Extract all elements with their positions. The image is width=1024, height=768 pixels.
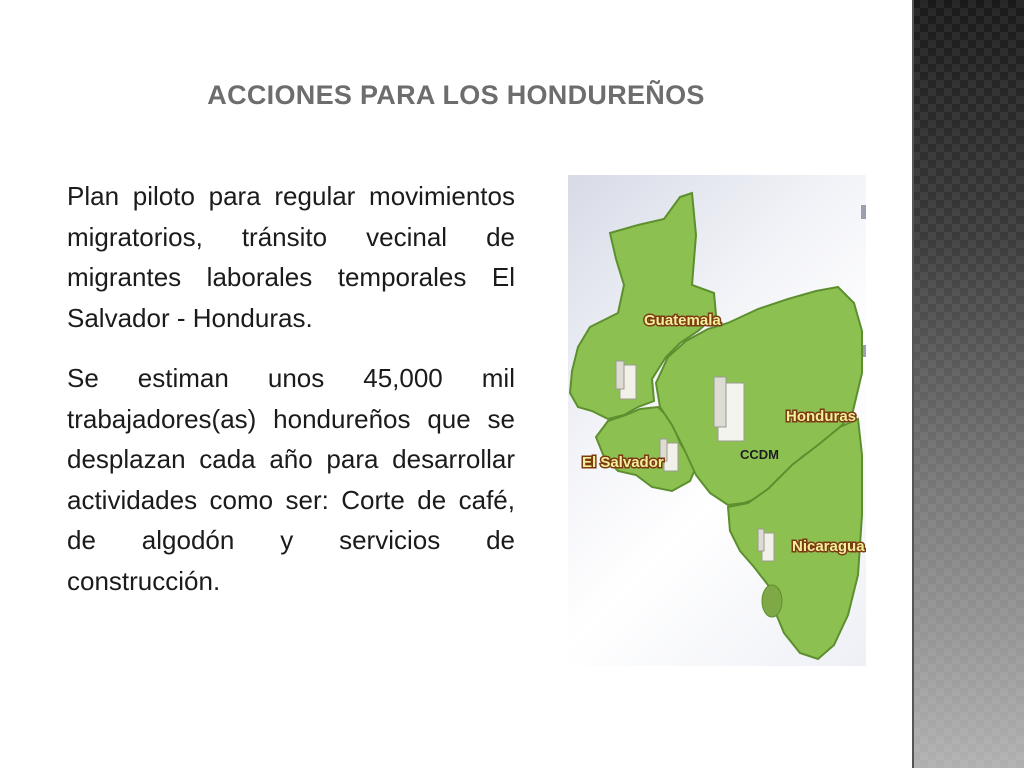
label-el-salvador: El Salvador [582, 454, 664, 471]
label-honduras: Honduras [786, 408, 857, 425]
label-ccdm: CCDM [740, 447, 779, 462]
decorative-sidebar [912, 0, 1024, 768]
bg-fragment [861, 205, 866, 219]
map-graphic [568, 175, 866, 666]
sidebar-edge [912, 0, 914, 768]
lake-shape [762, 585, 782, 617]
paragraph-trabajadores: Se estiman unos 45,000 mil trabajadores(as) hondureños que se desplazan cada año para desarrollar actividades como ser: Corte de café, de algodón y servicios de construcción. [67, 363, 515, 596]
paragraph-plan-piloto: Plan piloto para regular movimientos migratorios, tránsito vecinal de migrantes laborales temporales El Salvador - Honduras. [67, 181, 515, 333]
label-nicaragua: Nicaragua [792, 538, 865, 555]
central-america-map [568, 175, 866, 666]
body-text [67, 176, 515, 621]
label-guatemala: Guatemala [644, 312, 721, 329]
slide-title: ACCIONES PARA LOS HONDUREÑOS [207, 80, 705, 110]
building-icon [714, 377, 744, 441]
